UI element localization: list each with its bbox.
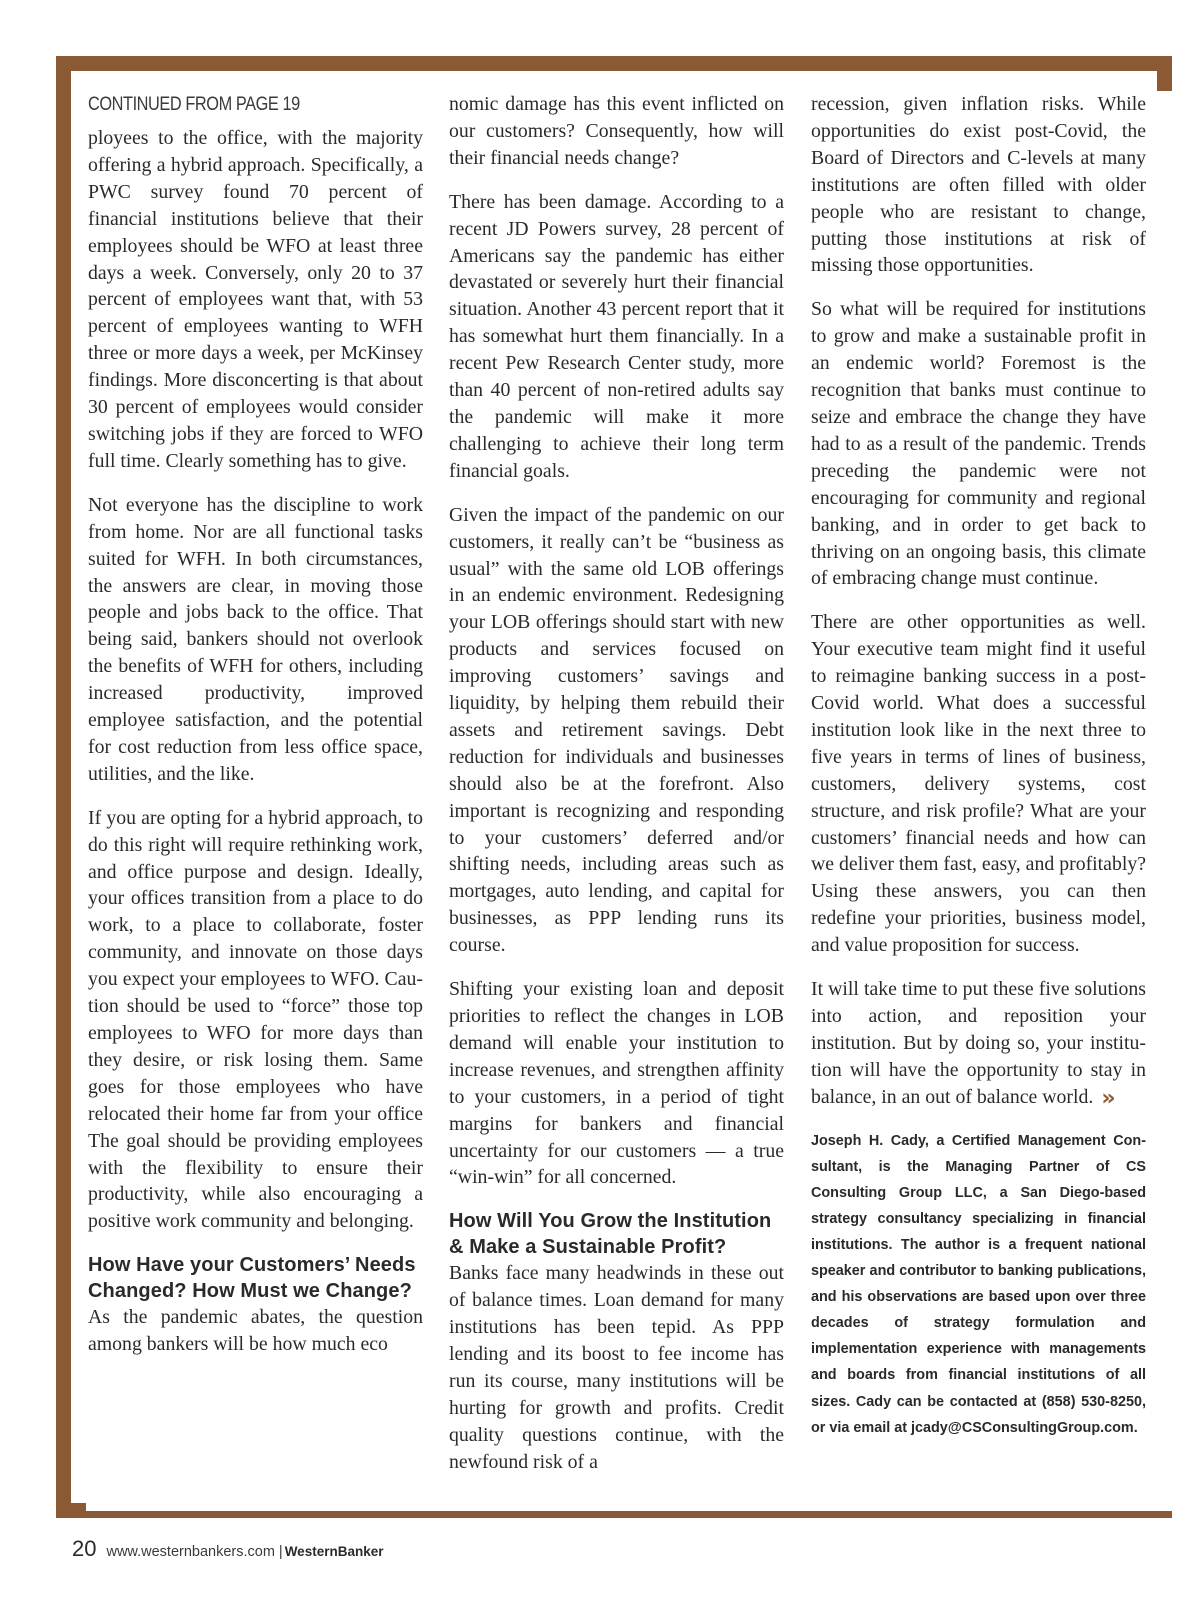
- paragraph: recession, given inflation risks. While opportunities do exist post-Covid, the Board of Directors and C-levels at many institutions are often filled with older people who are resistant to change, putting those institutions at risk of missing those opportunities.: [811, 93, 1146, 277]
- footer-separator: |: [278, 1544, 283, 1560]
- paragraph-text: It will take time to put these five solutions into action, and reposition your institution. But by doing so, your institution will have the opportunity to stay in balance, in an out of balance world.: [811, 978, 1146, 1108]
- paragraph: Given the impact of the pandemic on our customers, it really can’t be “business as usual” with the same old LOB offerings in an endemic environment. Redesigning your LOB offerings should start with new products and services focused on improving customers’ savings and liquidity, by helping them rebuild their assets and retirement savings. Debt reduction for individuals and businesses should also be at the forefront. Also important is recognizing and responding to your customers’ deferred and/or shifting needs, including areas such as mortgages, auto lending, and capital for businesses, as PPP lending runs its course.: [449, 503, 784, 957]
- author-bio-text: , a Certified Management Consultant, is the Managing Partner of CS Consulting Group LLC, a San Diego-based strategy consultancy specializing in financial institutions. The author is a frequent national speaker and contributor to banking publications, and his observations are based upon over three decades of strategy formulation and implementation experience with managements and boards from financial institutions of all sizes. Cady can be contacted at (858) 530-8250, or via email at jcady@CSConsultingGroup.com.: [811, 1132, 1146, 1436]
- end-of-article-icon: »: [1101, 1085, 1116, 1111]
- column-2: [449, 91, 784, 1493]
- paragraph: There has been damage. According to a recent JD Powers survey, 28 percent of Americans say the pandemic has either devastated or severely hurt their financial situation. Another 43 percent report that it has somewhat hurt them financially. In a recent Pew Research Center study, more than 40 percent of non-retired adults say the pandemic will make it more challenging to achieve their long term financial goals.: [449, 190, 784, 482]
- website-link[interactable]: www.westernbankers.com: [106, 1544, 275, 1560]
- article-body: [86, 91, 1172, 1511]
- paragraph: Shifting your existing loan and deposit priorities to reflect the changes in LOB demand will enable your institution to increase revenues, and strengthen affinity to your customers, in a period of tight margins for bankers and financial uncertainty for our customers — a true “win-win” for all concerned.: [449, 978, 784, 1189]
- paragraph: Banks face many headwinds in these out of balance times. Loan demand for many institutions has been tepid. As PPP lending and its boost to fee income has run its course, many institutions will be hurting for growth and profits. Credit quality questions continue, with the newfound risk of a: [449, 1262, 784, 1473]
- page-footer: [72, 1536, 383, 1566]
- paragraph: If you are opting for a hybrid approach, to do this right will require rethinking work, and office purpose and design. Ideally, your offices transition from a place to do work, to a place to collaborate, foster community, and innovate on those days you expect your employees to WFO. Caution should be used to “force” those top employees to WFO for more days than they desire, or risk losing them. Same goes for those employees who have relocated their home far from your office The goal should be providing employees with the flexibility to ensure their productivity, while also encouraging a positive work community and belonging.: [88, 806, 423, 1233]
- section-heading: How Will You Grow the Institution & Make a Sustainable Profit?: [449, 1210, 772, 1259]
- paragraph: As the pandemic abates, the question among bankers will be how much eco: [88, 1306, 423, 1356]
- column-1: [88, 91, 423, 1375]
- author-bio: [811, 1128, 1146, 1441]
- paragraph: nomic damage has this event inflicted on our customers? Consequently, how will their financial needs change?: [449, 93, 784, 169]
- section-heading: How Have your Customers’ Needs Changed? How Must we Change?: [88, 1254, 416, 1303]
- page-number: 20: [72, 1536, 97, 1561]
- paragraph: There are other opportunities as well. Your executive team might find it useful to reimagine banking success in a post-Covid world. What does a successful institution look like in the next three to five years in terms of lines of business, customers, delivery systems, cost structure, and risk profile? What are your customers’ financial needs and how can we deliver them fast, easy, and profitably? Using these answers, you can then redefine your priorities, business model, and value proposition for success.: [811, 611, 1146, 957]
- author-name: Joseph H. Cady: [811, 1132, 925, 1149]
- paragraph-final: [811, 976, 1146, 1111]
- paragraph: ployees to the office, with the majority offering a hybrid approach. Specifically, a PWC survey found 70 percent of financial institutions believe that their employees should be WFO at least three days a week. Conversely, only 20 to 37 percent of employees want that, with 53 percent of employees wanting to WFH three or more days a week, per McKinsey findings. More disconcerting is that about 30 percent of employees would consider switching jobs if they are forced to WFO full time. Clearly something has to give.: [88, 127, 423, 472]
- paragraph: Not everyone has the discipline to work from home. Nor are all functional tasks suited for WFH. In both circumstances, the answers are clear, in moving those people and jobs back to the office. That being said, bankers should not overlook the benefits of WFH for others, including increased productivity, improved employee satisfaction, and the potential for cost reduction from less office space, utilities, and the like.: [88, 493, 423, 785]
- page-frame: [56, 56, 1172, 1518]
- paragraph: So what will be required for institutions to grow and make a sustainable profit in an endemic world? Foremost is the recognition that banks must continue to seize and embrace the change they have had to as a result of the pandemic. Trends preceding the pandemic were not encouraging for community and regional banking, and in order to get back to thriving on an ongoing basis, this climate of embracing change must continue.: [811, 298, 1146, 590]
- column-3: [811, 91, 1146, 1441]
- continued-label: CONTINUED FROM PAGE 19: [88, 94, 300, 115]
- magazine-name: WesternBanker: [284, 1544, 384, 1559]
